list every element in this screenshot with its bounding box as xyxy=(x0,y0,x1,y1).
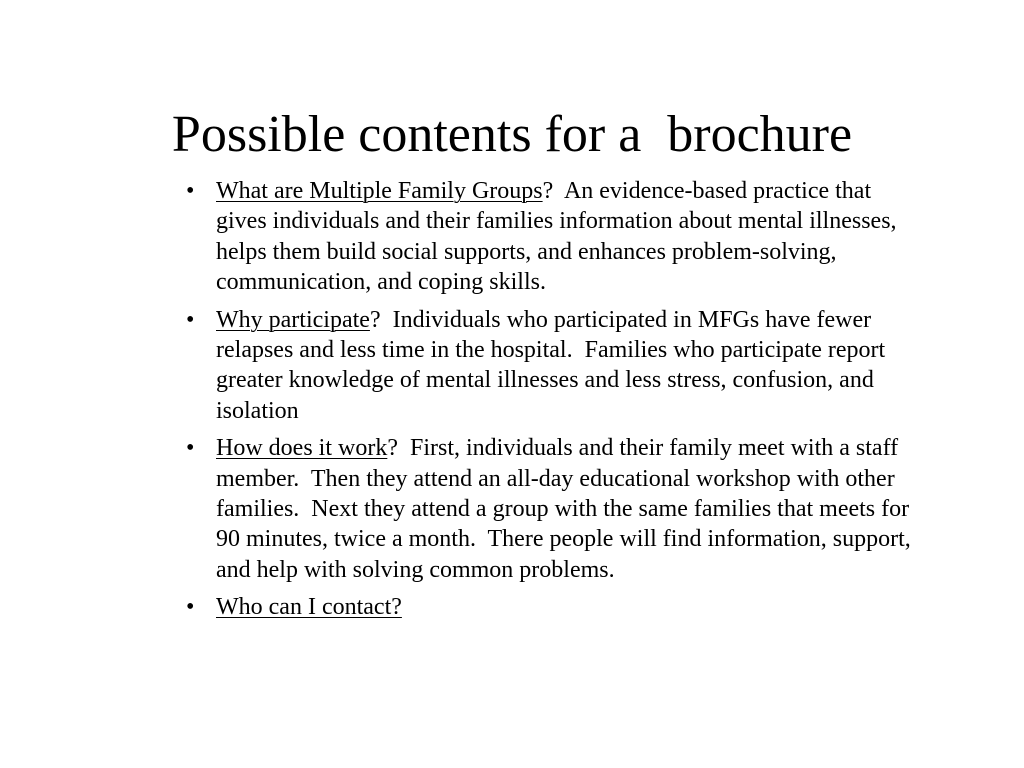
bullet-item-what-are-mfg xyxy=(186,176,926,298)
bullet-text: ? First, individuals and their family meet with a staff member. Then they attend an all-day educational workshop with other families. Next they attend a group with the same families that meets for 90 minutes, twice a month. There people will find information, support, and help with solving common problems. xyxy=(216,435,917,583)
bullet-heading: Who can I contact? xyxy=(216,594,402,621)
bullet-item-who-can-i-contact xyxy=(186,592,926,622)
bullet-heading: What are Multiple Family Groups xyxy=(216,178,543,204)
bullet-text: ? An evidence-based practice that gives individuals and their families information about mental illnesses, helps them build social supports, and enhances problem-solving, communication, and coping skills. xyxy=(216,178,903,296)
bullet-text: ? Individuals who participated in MFGs have fewer relapses and less time in the hospital. Families who participate report greater knowledge of mental illnesses and less stress, confusion, and isolation xyxy=(216,306,892,424)
slide-title: Possible contents for a brochure xyxy=(171,106,853,163)
bullet-marker: • xyxy=(186,435,195,462)
bullet-marker: • xyxy=(186,594,195,621)
bullet-heading: Why participate xyxy=(216,306,370,333)
bullet-heading: How does it work xyxy=(216,435,388,462)
bullet-item-why-participate xyxy=(186,305,926,427)
bullet-marker: • xyxy=(186,306,195,333)
bullet-item-how-does-it-work xyxy=(186,433,926,585)
bullet-marker: • xyxy=(186,178,195,204)
bullet-list xyxy=(186,176,926,630)
